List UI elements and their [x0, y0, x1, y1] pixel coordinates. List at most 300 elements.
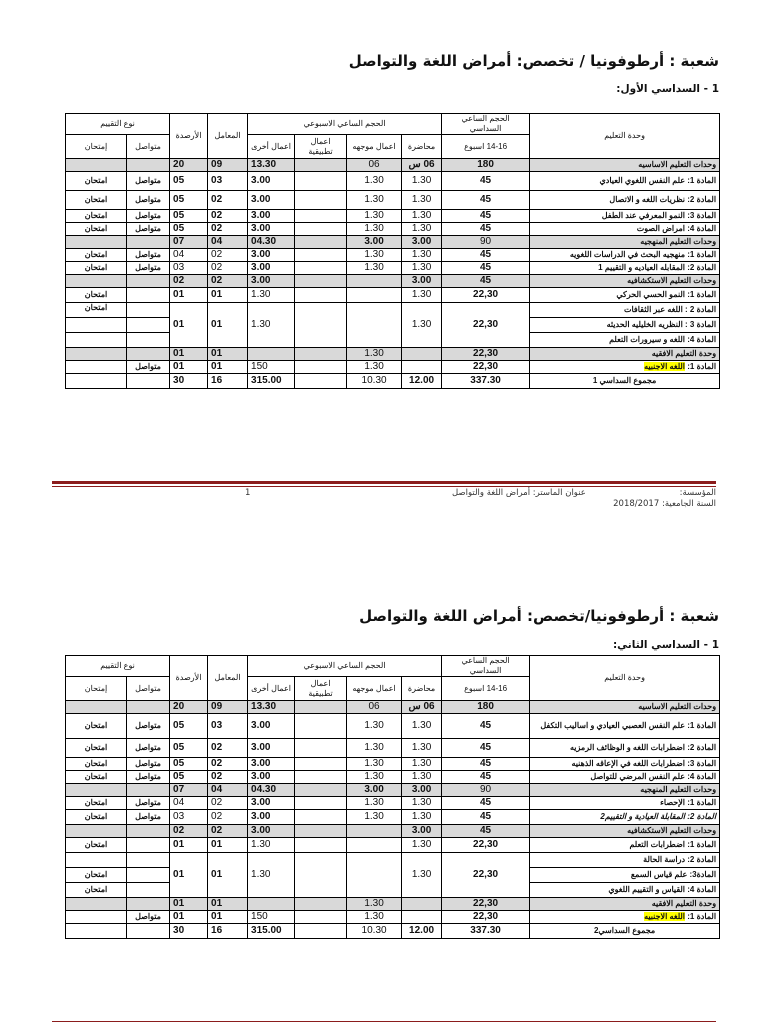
- unit-name: وحدة التعليم الافقيه: [530, 348, 720, 361]
- cell-cont: [127, 303, 170, 318]
- cell-tp: [295, 348, 347, 361]
- cell-cont: متواصل: [127, 210, 170, 223]
- cell-td: 1.30: [347, 223, 402, 236]
- cell-sem: 45: [442, 210, 530, 223]
- cell-exam: امتحان: [66, 758, 127, 771]
- cell-exam: [66, 318, 127, 333]
- cell-lec: 3.00: [402, 825, 442, 838]
- table-row: [66, 210, 720, 223]
- cell-cont: متواصل: [127, 771, 170, 784]
- cell-other: 13.30: [248, 159, 295, 172]
- subject-prefix: المادة 1:: [685, 362, 717, 371]
- subject-name: المادة 2: المقابله العياديه و التقييم 1: [530, 262, 720, 275]
- col-other: اعمال أخرى: [248, 135, 295, 159]
- cell-exam: امتحان: [66, 883, 127, 898]
- cell-cred: 04: [170, 797, 208, 810]
- subject-name: المادة 4: القياس و التقييم اللغوي: [530, 883, 720, 898]
- cell-cred: 05: [170, 210, 208, 223]
- cell-tp: [295, 838, 347, 853]
- unit-name: وحدات التعليم الاساسيه: [530, 701, 720, 714]
- cell-other: [248, 898, 295, 911]
- cell-sem: 90: [442, 236, 530, 249]
- subject-name: المادة 3: النمو المعرفي عند الطفل: [530, 210, 720, 223]
- table-row-total: [66, 374, 720, 389]
- subject-name: المادة 1: اضطرابات التعلم: [530, 838, 720, 853]
- cell-coef: 02: [208, 249, 248, 262]
- cell-td: [347, 288, 402, 303]
- cell-tp: [295, 810, 347, 825]
- cell-exam: [66, 924, 127, 939]
- cell-cont: [127, 236, 170, 249]
- cell-lec: 3.00: [402, 236, 442, 249]
- table-row: [66, 172, 720, 191]
- cell-cred: 01: [170, 838, 208, 853]
- subject-name: المادة 1: النمو الحسي الحركي: [530, 288, 720, 303]
- cell-tp: [295, 739, 347, 758]
- cell-exam: [66, 898, 127, 911]
- table-row: [66, 911, 720, 924]
- cell-cont: متواصل: [127, 191, 170, 210]
- cell-cont: متواصل: [127, 361, 170, 374]
- cell-coef: 01: [208, 348, 248, 361]
- cell-exam: امتحان: [66, 191, 127, 210]
- cell-sem: 90: [442, 784, 530, 797]
- footer-rule: [52, 1021, 716, 1022]
- cell-td: [347, 825, 402, 838]
- col-weeks: 14-16 اسبوع: [442, 677, 530, 701]
- cell-td: 3.00: [347, 784, 402, 797]
- cell-coef: 02: [208, 223, 248, 236]
- footer-master-title: عنوان الماستر: أمراض اللغة والتواصل: [452, 488, 586, 498]
- cell-lec: 1.30: [402, 810, 442, 825]
- cell-lec: 1.30: [402, 714, 442, 739]
- cell-lec: 12.00: [402, 924, 442, 939]
- cell-cont: متواصل: [127, 797, 170, 810]
- subject-name: المادة3: علم قياس السمع: [530, 868, 720, 883]
- col-unit: وحدة التعليم: [530, 656, 720, 701]
- highlighted-subject: اللغه الاجنبيه: [644, 362, 686, 371]
- cell-exam: [66, 236, 127, 249]
- cell-other: 315.00: [248, 374, 295, 389]
- cell-tp: [295, 853, 347, 898]
- unit-name: وحدات التعليم الاستكشافيه: [530, 275, 720, 288]
- cell-sem: 22,30: [442, 911, 530, 924]
- cell-other: 04.30: [248, 784, 295, 797]
- semester-heading: 1 - السداسي الثاني:: [612, 639, 719, 651]
- subject-name: المادة 4: علم النفس المرضي للتواصل: [530, 771, 720, 784]
- curriculum-table-s1: [65, 113, 720, 389]
- cell-other: 1.30: [248, 853, 295, 898]
- cell-td: 1.30: [347, 758, 402, 771]
- cell-tp: [295, 210, 347, 223]
- cell-td: 1.30: [347, 172, 402, 191]
- table-row: [66, 784, 720, 797]
- table-row: [66, 288, 720, 303]
- cell-td: 1.30: [347, 797, 402, 810]
- cell-other: 3.00: [248, 223, 295, 236]
- cell-cred: 01: [170, 361, 208, 374]
- page-title: شعبة : أرطوفونيا / تخصص: أمراض اللغة والتواصل: [348, 52, 719, 70]
- cell-sem: 45: [442, 771, 530, 784]
- cell-coef: 02: [208, 810, 248, 825]
- cell-other: 3.00: [248, 758, 295, 771]
- cell-sem: 45: [442, 810, 530, 825]
- cell-other: 3.00: [248, 739, 295, 758]
- table-row: [66, 797, 720, 810]
- cell-other: 3.00: [248, 810, 295, 825]
- subject-name: المادة 4: اللغه و سيرورات التعلم: [530, 333, 720, 348]
- subject-prefix: المادة 1:: [685, 912, 717, 921]
- cell-other: 150: [248, 911, 295, 924]
- table-row: [66, 853, 720, 868]
- table-row: [66, 275, 720, 288]
- cell-coef: 16: [208, 374, 248, 389]
- cell-tp: [295, 374, 347, 389]
- cell-cred: 01: [170, 911, 208, 924]
- cell-lec: 1.30: [402, 262, 442, 275]
- col-coef: المعامل: [208, 656, 248, 701]
- col-hours-semester: الحجم الساعي السداسي: [442, 656, 530, 677]
- cell-coef: 01: [208, 361, 248, 374]
- cell-tp: [295, 288, 347, 303]
- cell-td: 1.30: [347, 249, 402, 262]
- col-hours-semester: الحجم الساعي السداسي: [442, 114, 530, 135]
- cell-cont: متواصل: [127, 714, 170, 739]
- cell-cont: [127, 853, 170, 868]
- cell-coef: 03: [208, 172, 248, 191]
- cell-lec: 1.30: [402, 288, 442, 303]
- table-row: [66, 714, 720, 739]
- cell-cont: متواصل: [127, 262, 170, 275]
- cell-coef: 02: [208, 797, 248, 810]
- footer-year: السنة الجامعية: 2018/2017: [613, 499, 716, 509]
- cell-cred: 04: [170, 249, 208, 262]
- cell-other: 3.00: [248, 191, 295, 210]
- cell-tp: [295, 275, 347, 288]
- cell-td: 1.30: [347, 771, 402, 784]
- cell-exam: [66, 701, 127, 714]
- cell-exam: امتحان: [66, 249, 127, 262]
- cell-other: 04.30: [248, 236, 295, 249]
- cell-coef: 01: [208, 838, 248, 853]
- cell-td: 1.30: [347, 810, 402, 825]
- cell-tp: [295, 825, 347, 838]
- cell-sem: 45: [442, 275, 530, 288]
- cell-cred: 20: [170, 701, 208, 714]
- cell-other: 3.00: [248, 275, 295, 288]
- cell-td: 1.30: [347, 348, 402, 361]
- cell-tp: [295, 714, 347, 739]
- cell-cont: [127, 318, 170, 333]
- cell-cred: 03: [170, 262, 208, 275]
- cell-cred: 02: [170, 825, 208, 838]
- cell-coef: 02: [208, 262, 248, 275]
- table-row: [66, 810, 720, 825]
- cell-coef: 09: [208, 701, 248, 714]
- cell-exam: امتحان: [66, 838, 127, 853]
- cell-cred: 05: [170, 739, 208, 758]
- cell-lec: 1.30: [402, 223, 442, 236]
- cell-cred: 30: [170, 924, 208, 939]
- cell-sem: 22,30: [442, 898, 530, 911]
- cell-td: [347, 838, 402, 853]
- table-row: [66, 249, 720, 262]
- cell-exam: امتحان: [66, 172, 127, 191]
- cell-cred: 30: [170, 374, 208, 389]
- cell-exam: [66, 348, 127, 361]
- cell-sem: 22,30: [442, 303, 530, 348]
- cell-sem: 337.30: [442, 374, 530, 389]
- unit-name: وحدات التعليم الاساسيه: [530, 159, 720, 172]
- cell-sem: 45: [442, 797, 530, 810]
- cell-cont: [127, 701, 170, 714]
- table-row: [66, 838, 720, 853]
- cell-cred: 05: [170, 758, 208, 771]
- cell-coef: 02: [208, 210, 248, 223]
- cell-cred: 01: [170, 853, 208, 898]
- cell-tp: [295, 898, 347, 911]
- cell-lec: 1.30: [402, 303, 442, 348]
- cell-lec: [402, 911, 442, 924]
- cell-tp: [295, 223, 347, 236]
- cell-cont: متواصل: [127, 810, 170, 825]
- cell-coef: 16: [208, 924, 248, 939]
- cell-cred: 07: [170, 236, 208, 249]
- cell-tp: [295, 303, 347, 348]
- cell-cred: 07: [170, 784, 208, 797]
- col-continuous: متواصل: [127, 677, 170, 701]
- cell-cont: [127, 333, 170, 348]
- subject-name: المادة 1: علم النفس العصبي العيادي و اساليب التكفل: [530, 714, 720, 739]
- table-row: [66, 348, 720, 361]
- cell-coef: 01: [208, 303, 248, 348]
- cell-exam: [66, 361, 127, 374]
- table-row: [66, 739, 720, 758]
- cell-exam: امتحان: [66, 810, 127, 825]
- cell-other: 1.30: [248, 838, 295, 853]
- cell-exam: [66, 784, 127, 797]
- cell-coef: 01: [208, 288, 248, 303]
- cell-other: 3.00: [248, 172, 295, 191]
- cell-td: 1.30: [347, 898, 402, 911]
- subject-name: المادة 2: المقابلة العيادية و التقييم2: [530, 810, 720, 825]
- cell-lec: 1.30: [402, 838, 442, 853]
- cell-sem: 22,30: [442, 348, 530, 361]
- cell-coef: 04: [208, 784, 248, 797]
- table-row: [66, 825, 720, 838]
- page-title: شعبة : أرطوفونيا/تخصص: أمراض اللغة والتواصل: [359, 607, 719, 625]
- cell-tp: [295, 249, 347, 262]
- cell-sem: 45: [442, 714, 530, 739]
- cell-lec: 06 س: [402, 159, 442, 172]
- col-unit: وحدة التعليم: [530, 114, 720, 159]
- cell-cont: متواصل: [127, 172, 170, 191]
- footer-rule-thin: [52, 486, 716, 487]
- unit-name: وحدات التعليم الاستكشافيه: [530, 825, 720, 838]
- col-lecture: محاضرة: [402, 677, 442, 701]
- cell-sem: 45: [442, 172, 530, 191]
- col-exam: إمتحان: [66, 135, 127, 159]
- cell-td: 3.00: [347, 236, 402, 249]
- subject-name: المادة 3: اضطرابات اللغه في الإعاقه الذهنيه: [530, 758, 720, 771]
- cell-td: 1.30: [347, 911, 402, 924]
- cell-td: 1.30: [347, 210, 402, 223]
- cell-lec: 1.30: [402, 853, 442, 898]
- subject-name: المادة 3 : النظريه الخليليه الحديثه: [530, 318, 720, 333]
- subject-name: المادة 2: دراسة الحالة: [530, 853, 720, 868]
- cell-exam: [66, 374, 127, 389]
- cell-tp: [295, 924, 347, 939]
- cell-tp: [295, 262, 347, 275]
- unit-name: وحدات التعليم المنهجيه: [530, 784, 720, 797]
- cell-other: 13.30: [248, 701, 295, 714]
- cell-cont: [127, 825, 170, 838]
- col-weeks: 14-16 اسبوع: [442, 135, 530, 159]
- total-label: مجموع السداسي 1: [530, 374, 720, 389]
- cell-tp: [295, 191, 347, 210]
- subject-name: المادة 2: نظريات اللغه و الاتصال: [530, 191, 720, 210]
- cell-lec: 1.30: [402, 758, 442, 771]
- footer-institution: المؤسسة:: [679, 488, 716, 498]
- cell-lec: 1.30: [402, 172, 442, 191]
- col-credits: الأرصدة: [170, 656, 208, 701]
- cell-cont: [127, 784, 170, 797]
- cell-td: 06: [347, 159, 402, 172]
- total-label: مجموع السداسي2: [530, 924, 720, 939]
- cell-cred: 01: [170, 898, 208, 911]
- cell-lec: 1.30: [402, 739, 442, 758]
- cell-lec: 1.30: [402, 249, 442, 262]
- cell-coef: 03: [208, 714, 248, 739]
- col-eval: نوع التقييم: [66, 656, 170, 677]
- cell-cont: متواصل: [127, 223, 170, 236]
- col-eval: نوع التقييم: [66, 114, 170, 135]
- cell-coef: 02: [208, 191, 248, 210]
- cell-cred: 20: [170, 159, 208, 172]
- cell-cont: متواصل: [127, 249, 170, 262]
- cell-other: 3.00: [248, 714, 295, 739]
- cell-sem: 45: [442, 223, 530, 236]
- cell-coef: 02: [208, 825, 248, 838]
- cell-td: 06: [347, 701, 402, 714]
- cell-cont: [127, 898, 170, 911]
- cell-exam: امتحان: [66, 223, 127, 236]
- cell-cont: [127, 374, 170, 389]
- cell-exam: امتحان: [66, 303, 127, 318]
- cell-sem: 45: [442, 758, 530, 771]
- cell-td: 1.30: [347, 739, 402, 758]
- cell-other: 3.00: [248, 210, 295, 223]
- subject-name: المادة 4: امراض الصوت: [530, 223, 720, 236]
- col-lecture: محاضرة: [402, 135, 442, 159]
- subject-name: المادة 1: منهجيه البحث في الدراسات اللغويه: [530, 249, 720, 262]
- cell-sem: 22,30: [442, 838, 530, 853]
- table-row: [66, 236, 720, 249]
- cell-td: 1.30: [347, 262, 402, 275]
- cell-tp: [295, 771, 347, 784]
- cell-exam: [66, 911, 127, 924]
- cell-cont: [127, 883, 170, 898]
- table-row: [66, 771, 720, 784]
- cell-other: 1.30: [248, 303, 295, 348]
- cell-coef: 02: [208, 771, 248, 784]
- col-weekly: الحجم الساعي الاسبوعي: [248, 656, 442, 677]
- cell-exam: [66, 333, 127, 348]
- table-row: [66, 191, 720, 210]
- cell-coef: 01: [208, 898, 248, 911]
- cell-other: 150: [248, 361, 295, 374]
- cell-cred: 05: [170, 771, 208, 784]
- cell-lec: [402, 348, 442, 361]
- cell-sem: 22,30: [442, 853, 530, 898]
- cell-tp: [295, 758, 347, 771]
- cell-cont: [127, 159, 170, 172]
- col-directed: اعمال موجهه: [347, 135, 402, 159]
- cell-coef: 04: [208, 236, 248, 249]
- table-row: [66, 262, 720, 275]
- cell-exam: امتحان: [66, 210, 127, 223]
- cell-cred: 02: [170, 275, 208, 288]
- col-credits: الأرصدة: [170, 114, 208, 159]
- cell-exam: [66, 853, 127, 868]
- cell-coef: 02: [208, 758, 248, 771]
- cell-exam: [66, 275, 127, 288]
- cell-cont: [127, 838, 170, 853]
- cell-cred: 01: [170, 303, 208, 348]
- cell-sem: 45: [442, 262, 530, 275]
- cell-td: 1.30: [347, 191, 402, 210]
- table-row: [66, 223, 720, 236]
- cell-exam: [66, 159, 127, 172]
- cell-td: 10.30: [347, 374, 402, 389]
- cell-lec: 1.30: [402, 210, 442, 223]
- subject-name: المادة 1: علم النفس اللغوي العيادي: [530, 172, 720, 191]
- col-coef: المعامل: [208, 114, 248, 159]
- cell-cont: متواصل: [127, 739, 170, 758]
- cell-other: 315.00: [248, 924, 295, 939]
- cell-tp: [295, 172, 347, 191]
- cell-cont: [127, 348, 170, 361]
- cell-sem: 22,30: [442, 288, 530, 303]
- cell-td: 1.30: [347, 361, 402, 374]
- cell-sem: 45: [442, 249, 530, 262]
- cell-cont: [127, 924, 170, 939]
- cell-cred: 01: [170, 348, 208, 361]
- cell-td: [347, 275, 402, 288]
- cell-lec: 3.00: [402, 784, 442, 797]
- table-row: [66, 898, 720, 911]
- cell-tp: [295, 911, 347, 924]
- cell-coef: 09: [208, 159, 248, 172]
- cell-sem: 45: [442, 191, 530, 210]
- cell-cred: 05: [170, 172, 208, 191]
- cell-sem: 337.30: [442, 924, 530, 939]
- cell-cred: 05: [170, 191, 208, 210]
- subject-name: [530, 361, 720, 374]
- cell-cont: [127, 288, 170, 303]
- cell-exam: امتحان: [66, 262, 127, 275]
- cell-sem: 180: [442, 159, 530, 172]
- cell-td: 10.30: [347, 924, 402, 939]
- cell-tp: [295, 159, 347, 172]
- cell-lec: 12.00: [402, 374, 442, 389]
- col-directed: اعمال موجهه: [347, 677, 402, 701]
- cell-other: 3.00: [248, 771, 295, 784]
- footer-rule: [52, 481, 716, 484]
- table-row: [66, 303, 720, 318]
- cell-coef: 01: [208, 911, 248, 924]
- table-row: [66, 701, 720, 714]
